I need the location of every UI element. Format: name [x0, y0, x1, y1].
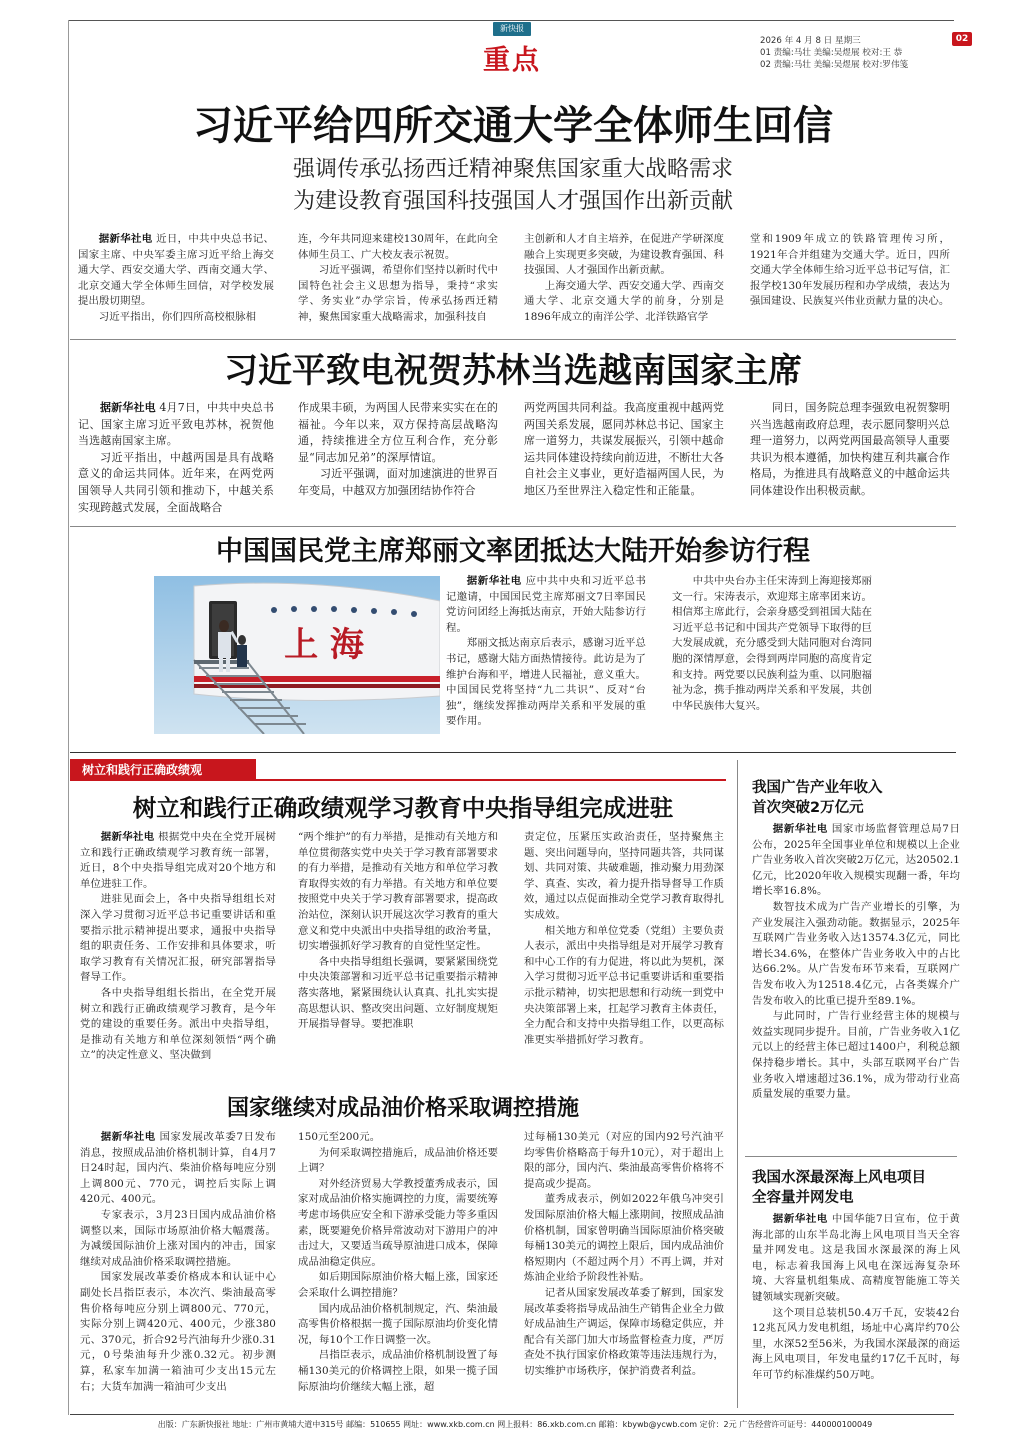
paragraph: 国家发展改革委价格成本和认证中心副处长吕指臣表示，本次汽、柴油最高零售价格每吨应分别上调800元、770元，实际分别上调420元、400元，少涨380元、370元，折合92号汽油每升少涨0.31元，0号柴油每升少涨0.32元。初步测算，私家车加满一箱油可少支出15元左右；大货车加满一箱油可少支出 [80, 1271, 276, 1393]
left-margin-rule [68, 20, 69, 1415]
top-rule [68, 20, 954, 21]
story4-column-2 [298, 830, 498, 1033]
paragraph: “两个维护”的有力举措，是推动有关地方和单位贯彻落实党中央关于学习教育部署要求的有力举措，是推动有关地方和单位学习教育取得实效的有力举措。有关地方和单位要按照党中央关于学习教育部署要求，提高政治站位，深刻认识开展这次学习教育的重大意义和党中央派出中央指导组的政治考量，切实增强抓好学习教育的自觉性坚定性。 [298, 831, 498, 953]
paragraph: 习近平指出，中越两国是具有战略意义的命运共同体。近年来，在两党两国领导人共同引领和推动下，中越关系实现跨越式发展，全面战略合 [78, 450, 274, 514]
story5-column-2 [298, 1130, 498, 1395]
paragraph: 根据党中央在全党开展树立和践行正确政绩观学习教育统一部署，近日，8个中央指导组完成对20个地方和单位进驻工作。 [80, 831, 276, 890]
story2-headline: 习近平致电祝贺苏林当选越南国家主席 [224, 351, 802, 391]
paragraph: 中共中央台办主任宋涛到上海迎接郑丽文一行。宋涛表示，欢迎郑主席率团来访。相信郑主席此行，会亲身感受到祖国大陆在习近平总书记和中国共产党领导下取得的巨大发展成就，充分感受到大陆同胞对台湾同胞的深情厚意，会得到两岸同胞的高度肯定和支持。两党要以民族利益为重、以同胞福祉为念，携手推动两岸关系和平发展，共创中华民族伟大复兴。 [672, 575, 872, 712]
sidebar1-title-line-1: 我国广告产业年收入 [752, 780, 883, 796]
paragraph: 两党两国共同利益。我高度重视中越两党两国关系发展，愿同苏林总书记、国家主席一道努力，共谋发展振兴，引领中越命运共同体建设持续向前迈进，不断壮大各自社会主义事业，更好造福两国人民，为地区乃至世界注入稳定性和正能量。 [524, 401, 724, 497]
divider [745, 1156, 957, 1157]
story4-column-1 [80, 830, 276, 1064]
paragraph: 中国华能7日宣布，位于黄海北部的山东半岛北海上风电项目当天全容量并网发电。这是我国水深最深的海上风电，标志着我国海上风电在深远海复杂环境、大容量机组集成、高精度智能施工等关键领域实现新突破。 [752, 1213, 961, 1303]
footer-imprint: 出版：广东新快报社 地址：广州市黄埔大道中315号 邮编：510655 网址：www.xkb.com.cn 网上报料：86.xkb.com.cn 邮箱：kbywb@ycwb.com 定价：2元 广告经营许可证号：440000100049 [157, 1420, 873, 1429]
sidebar1-body [752, 822, 960, 1103]
paragraph: 连，今年共同迎来建校130周年，在此向全体师生员工、广大校友表示祝贺。 [298, 233, 498, 261]
dateline: 据新华社电 [772, 823, 828, 835]
story2-column-2 [298, 400, 498, 500]
paragraph: 与此同时，广告行业经营主体的规模与效益实现同步提升。目前，广告业务收入1亿元以上的经营主体已超过1400户，利税总额保持稳步增长。其中，头部互联网平台广告业务收入增速超过36.1%，成为带动行业高质量发展的重要力量。 [752, 1010, 960, 1101]
story1-column-3 [524, 232, 724, 326]
story1-subheadline-2: 为建设教育强国科技强国人才强国作出新贡献 [292, 189, 733, 214]
sidebar2-title-line-1: 我国水深最深海上风电项目 [752, 1170, 926, 1186]
airplane-arrival-photo [154, 576, 440, 734]
topic-tag-bar: 树立和践行正确政绩观 [70, 759, 256, 781]
paragraph: 同日，国务院总理李强致电祝贺黎明兴当选越南政府总理，表示愿同黎明兴总理一道努力，以两党两国最高领导人重要共识为根本遵循，加快构建互利共赢合作格局，为推进具有战略意义的中越命运共同体建设作出积极贡献。 [750, 401, 950, 497]
story1-column-2 [298, 232, 498, 326]
date-line: 2026 年 4 月 8 日 星期三 [760, 36, 861, 46]
story3-headline: 中国国民党主席郑丽文率团抵达大陆开始参访行程 [216, 536, 810, 567]
paragraph: 上海交通大学、西安交通大学、西南交通大学、北京交通大学的前身，分别是1896年成立的南洋公学、北洋铁路官学 [524, 279, 724, 323]
paragraph: 150元至200元。 [298, 1131, 381, 1143]
sidebar2-title-line-2: 全容量并网发电 [752, 1190, 854, 1206]
story5-column-3 [524, 1130, 724, 1380]
paragraph: 董秀成表示，例如2022年俄乌冲突引发国际原油价格大幅上涨期间，按照成品油价格机制，国家曾明确当国际原油价格突破每桶130美元的调控上限后，国内成品油价格短期内（不超过两个月）不再上调，并对炼油企业给予阶段性补贴。 [524, 1193, 724, 1284]
story3-column-1 [446, 574, 646, 730]
sidebar-divider [737, 760, 738, 1408]
topic-tag-underline [256, 779, 726, 781]
story1-subheadline-1: 强调传承弘扬西迁精神聚焦国家重大战略需求 [292, 157, 733, 182]
paragraph: 数智技术成为广告产业增长的引擎，为产业发展注入强劲动能。数据显示，2025年互联网广告业务收入达13574.3亿元，同比增长34.6%，在整体广告业务收入中的占比达66.2%。从广告发布环节来看，互联网广告发布收入为12518.4亿元，占各类媒介广告发布收入的比重已提升至89.1%。 [752, 900, 960, 1007]
paragraph: 专家表示，3月23日国内成品油价格调整以来，国际市场原油价格大幅震荡。为减缓国际油价上涨对国内的冲击，国家继续对成品油价格采取调控措施。 [80, 1208, 276, 1268]
story1-column-1 [78, 232, 274, 326]
paragraph: 习近平强调，面对加速演进的世界百年变局，中越双方加强团结协作符合 [298, 467, 498, 497]
story3-column-2 [672, 574, 872, 714]
paragraph: 近日，中共中央总书记、国家主席、中央军委主席习近平给上海交通大学、西安交通大学、西南交通大学、北京交通大学全体师生回信，对学校发展提出殷切期望。 [78, 233, 274, 308]
paragraph: 记者从国家发展改革委了解到，国家发展改革委将指导成品油生产销售企业全力做好成品油生产调运，保障市场稳定供应，并配合有关部门加大市场监督检查力度，严厉查处不执行国家价格政策等违法违规行为，切实维护市场秩序，保护消费者利益。 [524, 1286, 724, 1377]
story2-column-4 [750, 400, 950, 500]
dateline: 据新华社电 [98, 233, 153, 245]
paragraph: 作成果丰硕，为两国人民带来实实在在的福祉。今年以来，双方保持高层战略沟通，持续推进全方位互利合作，充分彰显“同志加兄弟”的深厚情谊。 [298, 401, 498, 464]
paragraph: 如后期国际原油价格大幅上涨，国家还会采取什么调控措施？ [298, 1271, 498, 1299]
paragraph: 为何采取调控措施后，成品油价格还要上调？ [298, 1146, 498, 1175]
divider [70, 526, 956, 527]
divider [70, 339, 956, 340]
paragraph: 责定位，压紧压实政治责任，坚持聚焦主题、突出问题导向，坚持同题共答，共同谋划、共同对策、共破难题，推动聚力用劲深学、真查、实改，着力提升指导督导工作质效，通过以点促面推动全党学习教育取得扎实成效。 [524, 831, 724, 921]
story4-column-3 [524, 830, 724, 1048]
story5-headline: 国家继续对成品油价格采取调控措施 [226, 1095, 579, 1121]
section-title: 重点 [483, 45, 541, 76]
newspaper-brand-badge: 新快报 [493, 22, 531, 36]
paragraph: 应中共中央和习近平总书记邀请，中国国民党主席郑丽文7日率国民党访问团经上海抵达南京，开始大陆参访行程。 [446, 575, 646, 634]
paragraph: 国家发展改革委7日发布消息，按照成品油价格机制计算，自4月7日24时起，国内汽、柴油价格每吨应分别上调800元、770元，调控后实际上调420元、400元。 [80, 1131, 277, 1206]
footer-rule [70, 1414, 954, 1415]
story1-headline: 习近平给四所交通大学全体师生回信 [193, 102, 833, 149]
paragraph: 国家市场监督管理总局7日公布，2025年全国事业单位和规模以上企业广告业务收入首次突破2万亿元，达20502.1亿元，比2020年收入规模实现翻一番，年均增长率16.8%。 [752, 823, 961, 898]
paragraph: 各中央指导组组长指出，在全党开展树立和践行正确政绩观学习教育，是今年党的建设的重要任务。派出中央指导组，是推动有关地方和单位深刻领悟“两个确立”的决定性意义、坚决做到 [80, 986, 276, 1062]
story2-column-1 [78, 400, 274, 516]
aircraft-livery-text: 上 海 [284, 625, 364, 665]
paragraph: 这个项目总装机50.4万千瓦，安装42台12兆瓦风力发电机组，场址中心离岸约70公里，水深52至56米，为我国水深最深的商运海上风电项目，年发电量约17亿千瓦时，每年可节约标准煤约50万吨。 [752, 1306, 960, 1381]
paragraph: 相关地方和单位党委（党组）主要负责人表示，派出中央指导组是对开展学习教育和中心工作的有力促进，将以此为契机，深入学习贯彻习近平总书记重要讲话和重要指示批示精神，切实把思想和行动统一到党中央决策部署上来，扛起学习教育主体责任，全力配合和支持中央指导组工作，以更高标准更实举措抓好学习教育。 [524, 924, 724, 1046]
editor-line-2: 02 责编:马壮 美编:吴煜展 校对:罗伟笺 [760, 60, 909, 70]
sidebar2-title [752, 1168, 957, 1208]
paragraph: 习近平指出，你们四所高校根脉相 [98, 310, 257, 323]
paragraph: 主创新和人才自主培养，在促进产学研深度融合上实现更多突破，为建设教育强国、科技强国、人才强国作出新贡献。 [524, 233, 724, 277]
paragraph: 各中央指导组组长强调，要紧紧围绕党中央决策部署和习近平总书记重要指示精神落实落地，紧紧围绕认认真真、扎扎实实提高思想认识、整改突出问题、立好制度规矩开展指导督导。要把准职 [298, 955, 498, 1031]
paragraph: 习近平强调，希望你们坚持以新时代中国特色社会主义思想为指导，秉持“求实学、务实业”办学宗旨，传承弘扬西迁精神，聚焦国家重大战略需求，加强科技自 [298, 264, 498, 323]
story2-column-3 [524, 400, 724, 500]
paragraph: 郑丽文抵达南京后表示，感谢习近平总书记，感谢大陆方面热情接待。此访是为了维护台海和平，增进人民福祉，意义重大。中国国民党将坚持“九二共识”、反对“台独”，继续发挥推动两岸关系和平发展的重要作用。 [446, 637, 646, 728]
paragraph: 对外经济贸易大学教授董秀成表示，国家对成品油价格实施调控的力度，需要统筹考虑市场供应安全和下游承受能力等多重因素，既要避免价格异常波动对下游用户的冲击过大，又要适当疏导原油进口成本，保障成品油稳定供应。 [298, 1177, 498, 1268]
editor-line-1: 01 责编:马壮 美编:吴煜展 校对:王 恭 [760, 48, 903, 58]
paragraph: 国内成品油价格机制规定，汽、柴油最高零售价格根据一揽子国际原油均价变化情况，每10个工作日调整一次。 [298, 1302, 498, 1346]
sidebar1-title [752, 778, 957, 818]
sidebar1-title-line-2: 首次突破2万亿元 [752, 800, 864, 816]
paragraph: 堂和1909年成立的铁路管理传习所，1921年合并组建为交通大学。近日，四所交通大学全体师生给习近平总书记写信，汇报学校130年发展历程和办学成绩，表达为强国建设、民族复兴伟业贡献力量的决心。 [750, 233, 950, 308]
paragraph: 吕指臣表示，成品油价格机制设置了每桶130美元的价格调控上限，如果一揽子国际原油均价继续大幅上涨，超 [298, 1349, 498, 1393]
paragraph: 进驻见面会上，各中央指导组组长对深入学习贯彻习近平总书记重要讲话和重要指示批示精神提出要求，通报中央指导组的职责任务、工作安排和具体要求，听取学习教育有关情况汇报，研究部署指导督导工作。 [80, 893, 276, 984]
story1-column-4 [750, 232, 950, 310]
paragraph: 4月7日，中共中央总书记、国家主席习近平致电苏林，祝贺他当选越南国家主席。 [78, 401, 274, 448]
page-number-badge: 02 [952, 32, 972, 46]
story4-headline: 树立和践行正确政绩观学习教育中央指导组完成进驻 [132, 794, 674, 822]
paragraph: 过每桶130美元（对应的国内92号汽油平均零售价格略高于每升10元），对于超出上限的部分，国内汽、柴油最高零售价格将不提高或少提高。 [524, 1131, 724, 1190]
story5-column-1 [80, 1130, 276, 1395]
dateline: 据新华社电 [466, 575, 522, 587]
dateline: 据新华社电 [100, 401, 156, 414]
divider [70, 752, 956, 753]
dateline: 据新华社电 [100, 1131, 156, 1143]
dateline: 据新华社电 [100, 831, 155, 843]
news-photo [154, 576, 440, 734]
sidebar2-body [752, 1212, 960, 1384]
dateline: 据新华社电 [772, 1213, 828, 1225]
